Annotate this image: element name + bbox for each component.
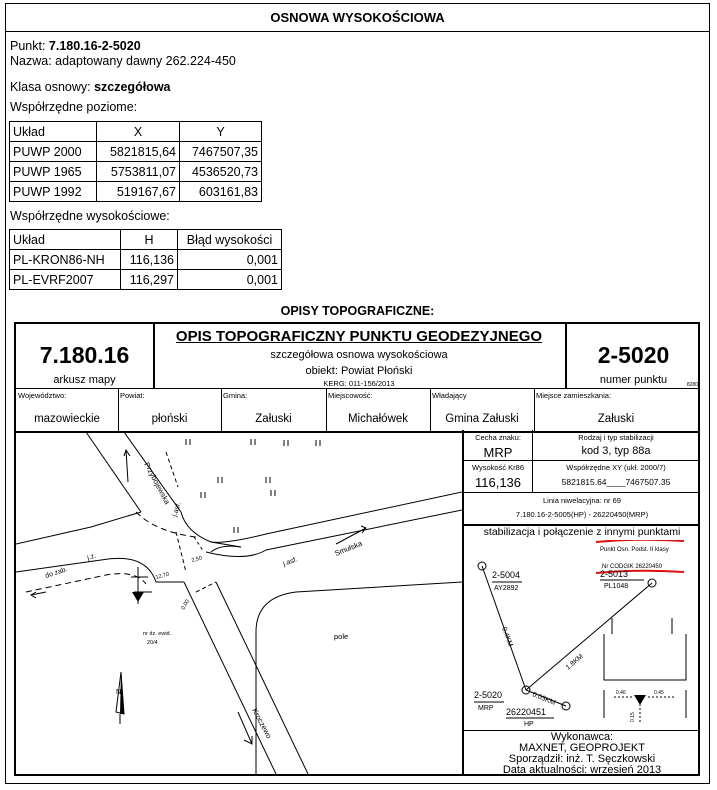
klasa-value: szczegółowa (94, 80, 171, 94)
corner-code: 8280 (686, 382, 698, 388)
sheet-number: 7.180.16 (39, 342, 130, 368)
network-diagram (464, 540, 700, 730)
wykonawca-value: MAXNET, GEOPROJEKT (519, 742, 645, 754)
admin-label: Powiat: (120, 391, 145, 400)
road-line (16, 512, 141, 544)
table-header-row (10, 230, 282, 250)
distance-label: 0,00 (180, 598, 192, 611)
table-cell: 0,001 (178, 270, 282, 290)
punkt-osn-label: Punkt Osn. Podst. II klasy (600, 547, 669, 553)
parcel-label-line1: nr dz. ewid. (143, 631, 172, 637)
table-row (10, 162, 262, 182)
table-cell: PL-KRON86-NH (10, 250, 121, 270)
table-header-cell: X (97, 122, 180, 142)
xy-value: 5821815.64____7467507.35 (561, 477, 671, 487)
admin-cell-miejscowosc (326, 389, 431, 431)
admin-row (16, 388, 698, 433)
distance-label: 12,70 (154, 571, 170, 581)
network-point-sub: PL1048 (604, 583, 629, 590)
street-label-top: Przybojewska (142, 460, 172, 506)
topo-description-card (14, 322, 700, 776)
rodzaj-label: Rodzaj i typ stabilizacji (578, 433, 654, 442)
admin-value: Michałówek (347, 413, 409, 425)
page-title: OSNOWA WYSOKOŚCIOWA (270, 10, 445, 25)
dimension-label: 0.15 (630, 712, 636, 722)
table-header-cell: H (121, 230, 178, 250)
distance-label: 0.4KM (500, 626, 514, 648)
table-row (10, 182, 262, 202)
horizontal-coords-table (9, 121, 262, 202)
admin-value: Załuski (255, 413, 292, 425)
table-header-cell: Błąd wysokości (178, 230, 282, 250)
card-kerg: KERG: 011-156/2013 (323, 379, 395, 388)
admin-label: Miejscowość: (328, 391, 373, 400)
location-sketch (16, 432, 462, 774)
street-label-right: Smułska (333, 538, 364, 558)
table-header-cell: Układ (10, 230, 121, 250)
linia-value: 7.180.16-2-5005(HP) - 26220450(MRP) (515, 510, 649, 519)
network-point-name: 2-5020 (474, 690, 503, 700)
table-cell: 5753811,07 (97, 162, 180, 182)
cecha-cell (464, 430, 533, 461)
network-point-name: 2-5004 (492, 570, 521, 580)
data-aktualnosci: Data aktualności: wrzesień 2013 (502, 764, 662, 776)
klasa-label: Klasa osnowy: (10, 80, 95, 94)
distance-label: 1.8KM (564, 653, 585, 672)
document-page (5, 3, 710, 784)
dimension-label: 0.45 (654, 690, 664, 696)
cecha-label: Cecha znaku: (475, 433, 521, 442)
distance-label: 0.03KM (531, 691, 557, 707)
pole-label: pole (334, 632, 349, 641)
point-triangle-icon (634, 695, 646, 705)
dimension-label: 0.46 (616, 690, 626, 696)
info-panel (462, 430, 700, 730)
table-cell: 116,297 (121, 270, 178, 290)
network-point-sub: AY2892 (494, 585, 519, 592)
distance-label: 2,50 (190, 555, 203, 564)
punkt-value: 7.180.16-2-5020 (48, 39, 141, 53)
table-row (10, 270, 282, 290)
network-point-sub: MRP (478, 705, 494, 712)
wsp-wysokosciowe-heading: Współrzędne wysokościowe: (10, 209, 170, 223)
network-link (526, 583, 652, 690)
opisy-heading: OPISY TOPOGRAFICZNE: (280, 304, 435, 318)
title-divider (6, 31, 709, 32)
admin-cell-wladajacy (430, 389, 535, 431)
parcel-label-line2: 20/4 (147, 640, 158, 646)
north-label: N (116, 689, 122, 696)
table-cell: PL-EVRF2007 (10, 270, 121, 290)
point-number-box (565, 324, 700, 388)
admin-label: Województwo: (18, 391, 67, 400)
admin-label: Miejsce zamieszkania: (536, 391, 612, 400)
table-cell: 7467507,35 (180, 142, 262, 162)
network-point-name: 2-5013 (600, 569, 629, 579)
do-zab-label: do zab. (44, 566, 69, 580)
klasa-line (10, 80, 171, 94)
admin-cell-gmina (221, 389, 327, 431)
sheet-number-box (16, 324, 155, 388)
punkt-line (10, 39, 141, 53)
street-label-bottom: Kroczewo (250, 706, 274, 741)
point-caption: numer punktu (599, 374, 668, 386)
wysokosc-value: 116,136 (474, 475, 522, 490)
punkt-label: Punkt: (10, 39, 49, 53)
table-cell: PUWP 2000 (10, 142, 97, 162)
xy-label: Współrzędne XY (ukł. 2000/7) (566, 463, 666, 472)
network-point-name: 26220451 (506, 707, 547, 717)
road-line (211, 492, 462, 542)
xy-cell (532, 460, 700, 493)
sporzadzil-line: Sporządził: inż. T. Sęczkowski (508, 753, 656, 765)
admin-value: płoński (151, 413, 188, 425)
cecha-value: MRP (483, 445, 513, 460)
table-cell: 519167,67 (97, 182, 180, 202)
codgik-label: Nr CODGIK 26220450 (602, 564, 663, 570)
table-cell: 0,001 (178, 250, 282, 270)
admin-cell-wojewodztwo (16, 389, 119, 431)
table-cell: 4536520,73 (180, 162, 262, 182)
jasf-label-2: j.asf. (282, 556, 299, 568)
admin-label: Gmina: (223, 391, 248, 400)
card-title: OPIS TOPOGRAFICZNY PUNKTU GEODEZYJNEGO (175, 328, 543, 345)
admin-label: Władający (432, 391, 467, 400)
linia-label: Linia niwelacyjna: nr 69 (543, 496, 621, 505)
table-cell: 5821815,64 (97, 142, 180, 162)
table-cell: 116,136 (121, 250, 178, 270)
rodzaj-cell (532, 430, 700, 461)
rodzaj-value: kod 3, typ 88a (581, 445, 651, 457)
card-title-box (153, 324, 565, 388)
table-cell: PUWP 1992 (10, 182, 97, 202)
stabilizacja-title: stabilizacja i połączenie z innymi punktami (483, 526, 681, 538)
table-cell: 603161,83 (180, 182, 262, 202)
wysokosc-label: Wysokość Kr86 (471, 463, 525, 472)
table-header-cell: Układ (10, 122, 97, 142)
point-triangle-icon (132, 592, 144, 602)
red-underline (596, 540, 684, 542)
admin-value: Gmina Załuski (445, 413, 519, 425)
wsp-poziome-heading: Współrzędne poziome: (10, 100, 138, 114)
nazwa-line: Nazwa: adaptowany dawny 262.224-450 (10, 54, 236, 68)
admin-value: mazowieckie (34, 413, 100, 425)
table-header-cell: Y (180, 122, 262, 142)
wykonawca-label: Wykonawca: (550, 731, 614, 743)
table-row (10, 142, 262, 162)
admin-value: Załuski (597, 413, 635, 425)
network-point-sub: HP (524, 721, 534, 728)
point-number: 2-5020 (597, 342, 670, 368)
road-line (256, 582, 462, 774)
card-subtitle: szczegółowa osnowa wysokościowa (270, 349, 448, 361)
table-cell: PUWP 1965 (10, 162, 97, 182)
table-header-row (10, 122, 262, 142)
jasf-label-1: j.asf. (171, 501, 183, 518)
height-coords-table (9, 229, 282, 290)
card-obiekt: obiekt: Powiat Płoński (305, 365, 413, 377)
wysokosc-cell (464, 460, 533, 493)
table-row (10, 250, 282, 270)
admin-cell-miejsce-zamieszkania (534, 389, 698, 431)
admin-cell-powiat (118, 389, 222, 431)
linia-cell (464, 492, 700, 526)
footer-box (462, 730, 700, 775)
jz-label: j.z. (86, 552, 98, 562)
sheet-caption: arkusz mapy (53, 374, 116, 386)
